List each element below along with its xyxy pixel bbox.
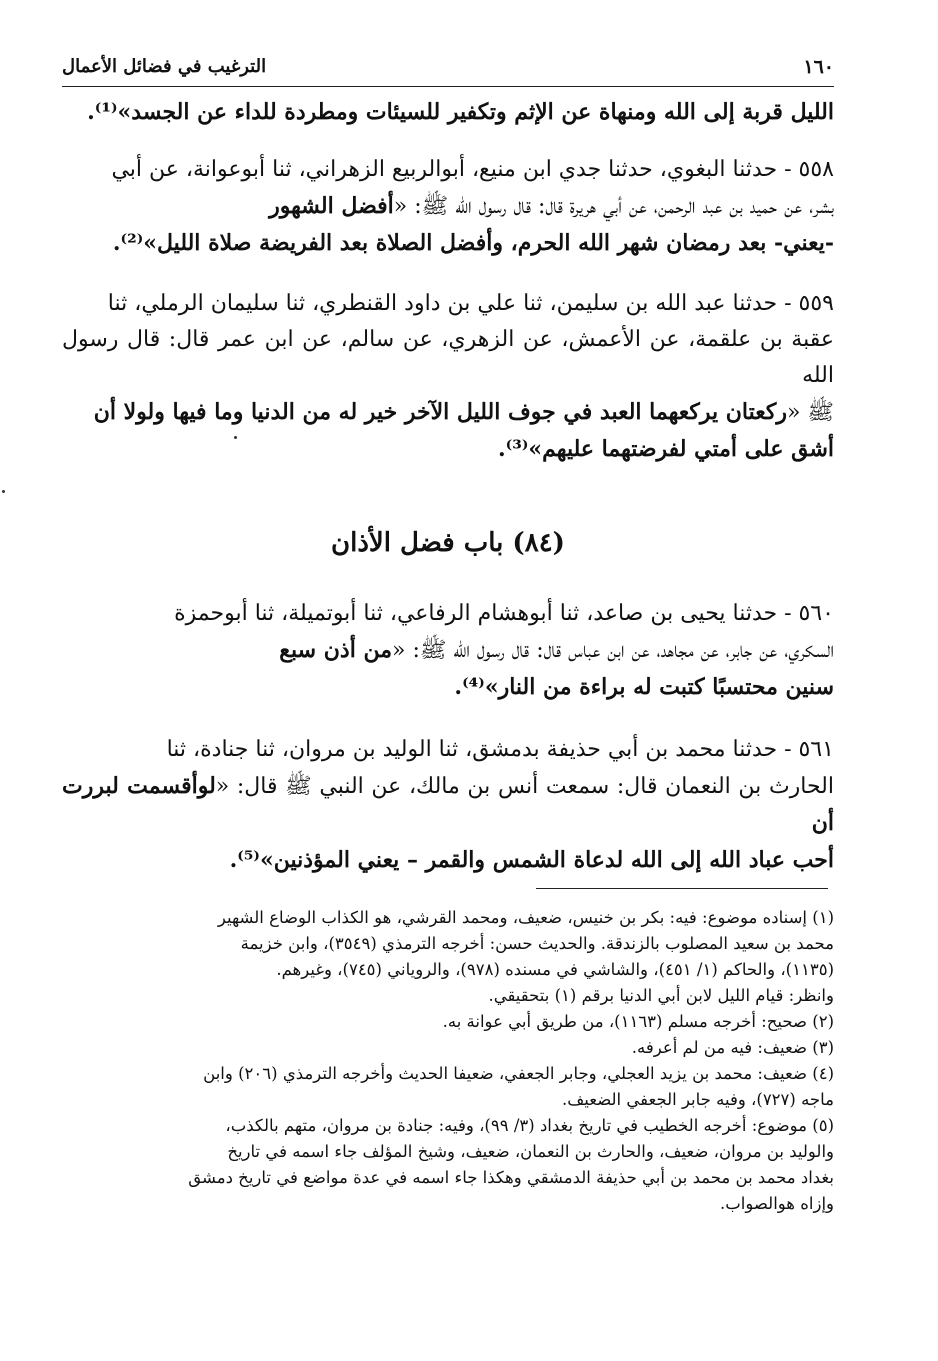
footnote-2: (٢) صحيح: أخرجه مسلم (١١٦٣)، من طريق أبي عوانة به. (442, 1012, 834, 1031)
footnote-5-line: والوليد بن مروان، ضعيف، والحارث بن النعمان، ضعيف، وشيخ المؤلف جاء اسمه في تاريخ (227, 1142, 834, 1161)
text-segment: بشر، عن حميد بن عبد الرحمن، عن أبي هريرة قال: قال رسول الله ﷺ: « (393, 194, 834, 219)
chapter-heading: (٨٤) باب فضل الأذان (331, 528, 565, 558)
running-title: الترغيب في فضائل الأعمال (62, 56, 267, 77)
hadith-text: أفضل الشهور (269, 193, 394, 219)
text-line (62, 768, 834, 842)
hadith-text: -يعني- بعد رمضان شهر الله الحرم، وأفضل الصلاة بعد الفريضة صلاة الليل»⁽²⁾. (112, 230, 834, 256)
hadith-text: سنين محتسبًا كتبت له براءة من النار»⁽⁴⁾. (454, 674, 834, 700)
text-line: ٥٦٠ - حدثنا يحيى بن صاعد، ثنا أبوهشام الرفاعي، ثنا أبوتميلة، ثنا أبوحمزة (174, 601, 834, 626)
footnote-1-line: (١) إسناده موضوع: فيه: بكر بن خنيس، ضعيف، ومحمد القرشي، هو الكذاب الوضاع الشهير (217, 908, 834, 927)
hadith-558 (62, 152, 834, 261)
footnote-5-line: (٥) موضوع: أخرجه الخطيب في تاريخ بغداد (٣/ ٩٩)، وفيه: جنادة بن مروان، متهم بالكذب، (225, 1116, 834, 1135)
footnote-1-line: وانظر: قيام الليل لابن أبي الدنيا برقم (١) بتحقيقي. (488, 986, 834, 1005)
text-line: ٥٥٩ - حدثنا عبد الله بن سليمن، ثنا علي بن داود القنطري، ثنا سليمان الرملي، ثنا (107, 291, 834, 316)
text-block-1 (62, 94, 834, 130)
hadith-text: أشق على أمتي لفرضتهما عليهم»⁽³⁾. (498, 436, 834, 462)
footnote-4-line: ماجه (٧٢٧)، وفيه جابر الجعفي الضعيف. (561, 1090, 834, 1109)
footnote-5-line: بغداد محمد بن محمد بن أبي حذيفة الدمشقي وهكذا جاء اسمه في عدة مواضع في تاريخ دمشق (188, 1168, 834, 1187)
text-segment: ﷺ « (786, 400, 834, 425)
hadith-560 (62, 596, 834, 705)
text-line (62, 632, 834, 669)
footnote-1-line: (١١٣٥)، والحاكم (١/ ٤٥١)، والشاشي في مسنده (٩٧٨)، والروياني (٧٤٥)، وغيرهم. (276, 960, 834, 979)
text-line (62, 188, 834, 225)
text-segment: السكري، عن جابر، عن مجاهد، عن ابن عباس قال: قال رسول الله ﷺ: « (392, 638, 834, 663)
footnote-1-line: محمد بن سعيد المصلوب بالزندقة. والحديث حسن: أخرجه الترمذي (٣٥٤٩)، وابن خزيمة (240, 934, 834, 953)
footnote-divider (536, 888, 828, 889)
scan-speck (2, 490, 5, 493)
hadith-text: أحب عباد الله إلى الله لدعاة الشمس والقمر – يعني المؤذنين»⁽⁵⁾. (229, 847, 834, 873)
footnote-5-line: وإزاه هوالصواب. (719, 1194, 834, 1213)
text-segment: الحارث بن النعمان قال: سمعت أنس بن مالك، عن النبي ﷺ قال: « (215, 774, 834, 799)
hadith-text: ركعتان يركعهما العبد في جوف الليل الآخر خير له من الدنيا وما فيها ولولا أن (93, 399, 787, 425)
text-line: ٥٥٨ - حدثنا البغوي، حدثنا جدي ابن منيع، أبوالربيع الزهراني، ثنا أبوعوانة، عن أبي (111, 157, 834, 182)
hadith-561 (62, 732, 834, 878)
footnote-3: (٣) ضعيف: فيه من لم أعرفه. (631, 1038, 834, 1057)
page-number: ١٦٠ (803, 56, 834, 78)
hadith-559 (62, 286, 834, 467)
text-line: الليل قربة إلى الله ومنهاة عن الإثم وتكفير للسيئات ومطردة للداء عن الجسد»⁽¹⁾. (87, 99, 834, 125)
page-header (62, 54, 834, 87)
hadith-text: لوأقسمت لبررت أن (62, 773, 834, 836)
text-line (62, 394, 834, 431)
scan-speck (234, 436, 237, 439)
text-line: عقبة بن علقمة، عن الأعمش، عن الزهري، عن سالم، عن ابن عمر قال: قال رسول الله (62, 327, 834, 388)
footnotes (62, 905, 834, 1217)
text-line: ٥٦١ - حدثنا محمد بن أبي حذيفة بدمشق، ثنا الوليد بن مروان، ثنا جنادة، ثنا (166, 737, 834, 762)
hadith-text: من أذن سبع (279, 637, 392, 663)
footnote-4-line: (٤) ضعيف: محمد بن يزيد العجلي، وجابر الجعفي، ضعيفا الحديث وأخرجه الترمذي (٢٠٦) وابن (203, 1064, 834, 1083)
